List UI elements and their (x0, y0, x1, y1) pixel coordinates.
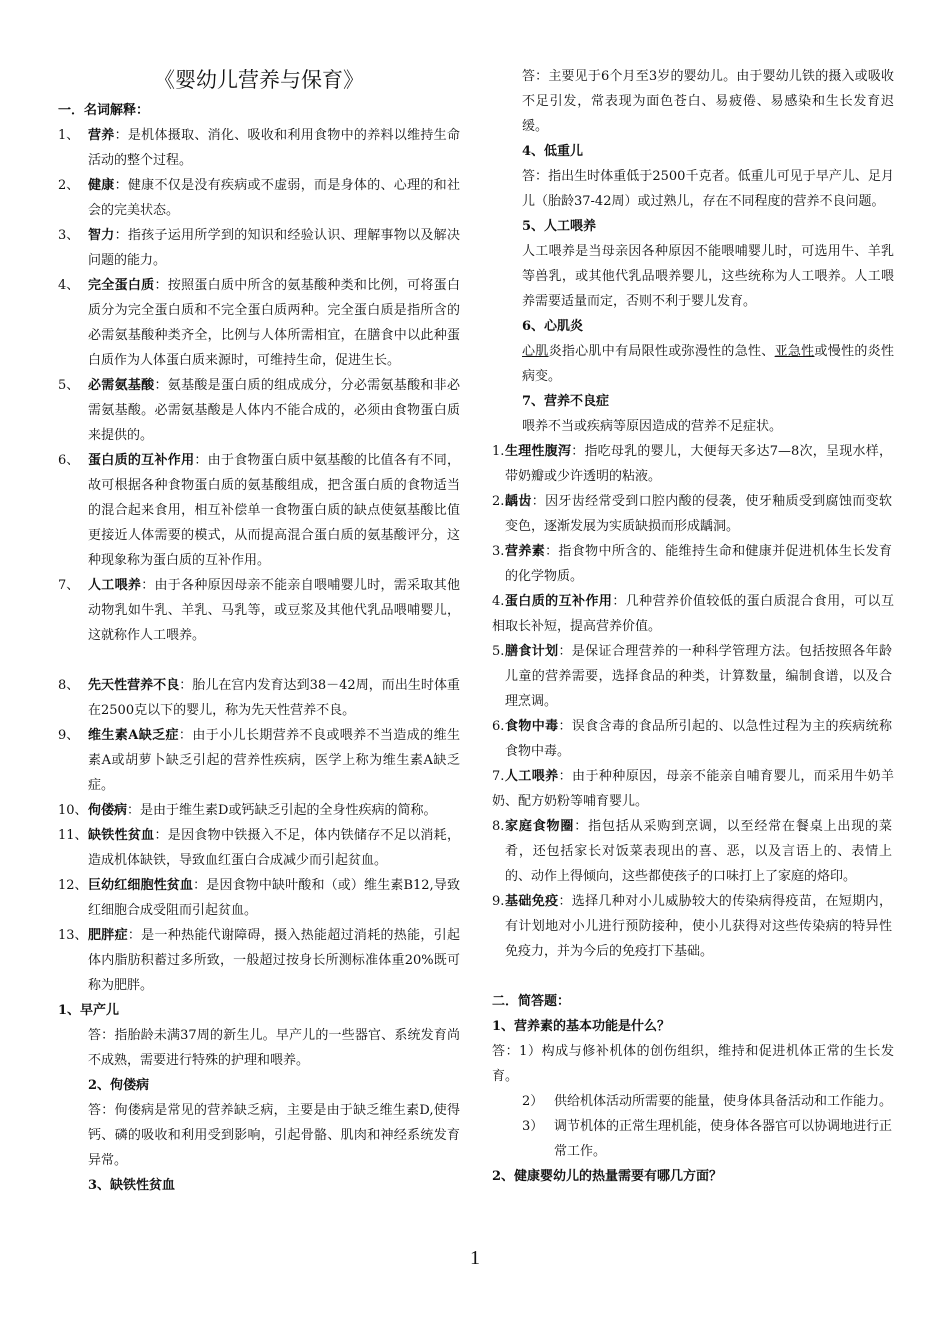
definition-item (58, 273, 460, 373)
question-heading: 2、健康婴幼儿的热量需要有哪几方面？ (492, 1169, 723, 1184)
definition-body (505, 439, 894, 489)
item-number: 5. (492, 644, 505, 659)
definition-term: 生理性腹泻 (505, 444, 572, 459)
definition-item (492, 814, 894, 889)
step-number: 3） (522, 1119, 544, 1134)
definition-text: ：误食含毒的食品所引起的、以急性过程为主的疾病统称食物中毒。 (505, 719, 892, 759)
item-number: 2、 (58, 178, 80, 193)
definition-text: ：指食物中所含的、能维持生命和健康并促进机体生长发育的化学物质。 (505, 544, 892, 584)
definition-item (58, 673, 460, 723)
term-answer: 答：指出生时体重低于2500千克者。低重儿可见于早产儿、足月儿（胎龄37-42周）或过熟儿，存在不同程度的营养不良问题。 (522, 169, 894, 209)
definition-body (88, 173, 460, 223)
definition-text: ：是一种热能代谢障碍，摄入热能超过消耗的热能，引起体内脂肪积蓄过多所致，一般超过按身长所测标准体重20%既可称为肥胖。 (88, 928, 460, 993)
definition-body (88, 123, 460, 173)
item-number: 1、 (58, 128, 80, 143)
item-number: 3、 (58, 228, 80, 243)
definition-body (88, 448, 460, 573)
step-text: 调节机体的正常生理机能，使身体各器官可以协调地进行正常工作。 (554, 1119, 893, 1159)
definition-text: ：因牙齿经常受到口腔内酸的侵袭，使牙釉质受到腐蚀而变软变色，逐渐发展为实质缺损而形成龋洞。 (505, 494, 892, 534)
definition-term: 家庭食物圈 (505, 819, 575, 834)
item-number: 10、 (58, 803, 88, 818)
item-number: 3. (492, 544, 505, 559)
definition-text: ：是因食物中铁摄入不足，体内铁储存不足以消耗，造成机体缺铁，导致血红蛋白合成减少而引起贫血。 (88, 828, 460, 868)
question-heading: 1、营养素的基本功能是什么？ (492, 1019, 671, 1034)
definition-term: 维生素A缺乏症 (88, 728, 179, 743)
definition-item (58, 448, 460, 573)
item-number: 4. (492, 594, 505, 609)
term-answer: 答：主要见于6个月至3岁的婴幼儿。由于婴幼儿铁的摄入或吸收不足引发，常表现为面色苍白、易疲倦、易感染和生长发育迟缓。 (522, 69, 894, 134)
definition-body (505, 639, 894, 714)
definition-body (88, 873, 460, 923)
definition-text: ：指吃母乳的婴儿，大便每天多达7—8次，呈现水样，带奶瓣或少许透明的粘液。 (505, 444, 892, 484)
term-heading: 5、人工喂养 (522, 219, 597, 234)
term-heading: 7、营养不良症 (522, 394, 610, 409)
definition-body (88, 273, 460, 373)
right-column (492, 64, 894, 1189)
item-number: 8、 (58, 678, 80, 693)
definition-item (492, 439, 894, 489)
definition-body (505, 714, 894, 764)
definition-text: ：氨基酸是蛋白质的组成成分，分必需氨基酸和非必需氨基酸。必需氨基酸是人体内不能合成的，必须由食物蛋白质来提供的。 (88, 378, 460, 443)
term-answer: 人工喂养是当母亲因各种原因不能喂哺婴儿时，可选用牛、羊乳等兽乳，或其他代乳品喂养婴儿，这些统称为人工喂养。人工喂养需要适量而定，否则不利于婴儿发育。 (522, 244, 894, 309)
definition-text: ：由于食物蛋白质中氨基酸的比值各有不同，故可根据各种食物蛋白质的氨基酸组成，把含蛋白质的食物适当的混合起来食用，相互补偿单一食物蛋白质的缺点使氨基酸比值更接近人体需要的模式，从而提高混合蛋白质的氨基酸评分，这种现象称为蛋白质的互补作用。 (88, 453, 460, 568)
section-heading-short-answers: 二．简答题： (492, 994, 571, 1009)
definition-body (88, 823, 460, 873)
answer-text: 答：1）构成与修补机体的创伤组织，维持和促进机体正常的生长发育。 (492, 1044, 894, 1084)
definition-text: ：按照蛋白质中所含的氨基酸种类和比例，可将蛋白质分为完全蛋白质和不完全蛋白质两种。完全蛋白质是指所含的必需氨基酸种类齐全，比例与人体所需相宜，在膳食中以此种蛋白质作为人体蛋白质来源时，可维持生命，促进生长。 (88, 278, 460, 368)
term-answer: 喂养不当或疾病等原因造成的营养不足症状。 (522, 419, 783, 434)
definition-text: ：是保证合理营养的一种科学管理方法。包括按照各年龄儿童的营养需要，选择食品的种类，计算数量，编制食谱，以及合理烹调。 (505, 644, 892, 709)
definition-body (505, 814, 894, 889)
definition-text: ：健康不仅是没有疾病或不虚弱，而是身体的、心理的和社会的完美状态。 (88, 178, 460, 218)
page-number: 1 (470, 1247, 480, 1269)
definition-body (505, 489, 894, 539)
document-title: 《婴幼儿营养与保育》 (154, 68, 364, 92)
definition-text: ：是因食物中缺叶酸和（或）维生素B12,导致红细胞合成受阻而引起贫血。 (88, 878, 460, 918)
definition-body (505, 889, 894, 964)
definition-item (58, 723, 460, 798)
underlined-term: 心肌 (522, 344, 549, 359)
definition-item (58, 223, 460, 273)
definition-term: 营养 (88, 128, 115, 143)
definition-item (492, 489, 894, 539)
definition-term: 蛋白质的互补作用 (504, 594, 613, 609)
definition-term: 蛋白质的互补作用 (88, 453, 195, 468)
definition-body (505, 539, 894, 589)
definition-item (492, 714, 894, 764)
definition-text: ：是由于维生素D或钙缺乏引起的全身性疾病的简称。 (127, 803, 437, 818)
item-number: 11、 (58, 828, 88, 843)
definition-text: ：由于种种原因，母亲不能亲自哺育婴儿，而采用牛奶羊奶、配方奶粉等哺育婴儿。 (492, 769, 894, 809)
left-qa-list (58, 998, 460, 1198)
item-number: 5、 (58, 378, 80, 393)
definition-term: 智力 (88, 228, 115, 243)
definition-term: 人工喂养 (88, 578, 142, 593)
definition-text: ：指包括从采购到烹调，以至经常在餐桌上出现的菜肴，还包括家长对饭菜表现出的喜、恶，以及言语上的、表情上的、动作上得倾向，这些都使孩子的口味打上了家庭的烙印。 (505, 819, 892, 884)
definition-text: ：胎儿在宫内发育达到38－42周，而出生时体重在2500克以下的婴儿，称为先天性营养不良。 (88, 678, 460, 718)
definition-item (58, 373, 460, 448)
definition-body (88, 798, 460, 823)
definition-term: 食物中毒 (505, 719, 559, 734)
section-heading-definitions: 一．名词解释： (58, 103, 150, 118)
definition-term: 完全蛋白质 (88, 278, 155, 293)
item-number: 6. (492, 719, 505, 734)
definition-item (492, 639, 894, 714)
definition-text: ：由于各种原因母亲不能亲自喂哺婴儿时，需采取其他动物乳如牛乳、羊乳、马乳等，或豆浆及其他代乳品喂哺婴儿，这就称作人工喂养。 (88, 578, 460, 643)
definition-item (492, 589, 894, 639)
answer-step (522, 1089, 894, 1114)
definition-item (58, 873, 460, 923)
definition-text: ：由于小儿长期营养不良或喂养不当造成的维生素A或胡萝卜缺乏引起的营养性疾病，医学上称为维生素A缺乏症。 (88, 728, 460, 793)
definition-term: 基础免疫 (505, 894, 559, 909)
right-definitions-list (492, 439, 894, 964)
item-number: 1. (492, 444, 505, 459)
item-number: 9、 (58, 728, 80, 743)
definition-term: 必需氨基酸 (88, 378, 155, 393)
definition-text: ：选择几种对小儿威胁较大的传染病得疫苗，在短期内，有计划地对小儿进行预防接种，使小儿获得对这些传染病的特异性免疫力，并为今后的免疫打下基础。 (505, 894, 892, 959)
term-answer: 心肌炎指心肌中有局限性或弥漫性的急性、亚急性或慢性的炎性病变。 (522, 344, 894, 384)
definition-text: ：几种营养价值较低的蛋白质混合食用，可以互相取长补短，提高营养价值。 (492, 594, 894, 634)
term-heading: 3、缺铁性贫血 (88, 1178, 176, 1193)
item-number: 13、 (58, 928, 88, 943)
definition-term: 龋齿 (505, 494, 532, 509)
item-number: 7、 (58, 578, 80, 593)
definition-body (88, 573, 460, 648)
underlined-term: 亚急性 (774, 344, 815, 359)
step-number: 2） (522, 1094, 544, 1109)
definition-term: 健康 (88, 178, 115, 193)
definition-body (88, 673, 460, 723)
answer-steps (492, 1089, 894, 1164)
definition-item (58, 823, 460, 873)
definition-item (492, 539, 894, 589)
term-heading: 2、佝偻病 (88, 1078, 150, 1093)
definition-item (58, 173, 460, 223)
definition-item (58, 573, 460, 648)
item-number: 2. (492, 494, 505, 509)
definition-term: 肥胖症 (88, 928, 128, 943)
definition-term: 巨幼红细胞性贫血 (88, 878, 194, 893)
definitions-list (58, 123, 460, 998)
definition-term: 缺铁性贫血 (88, 828, 155, 843)
definition-term: 膳食计划 (505, 644, 559, 659)
definition-item (58, 798, 460, 823)
definition-body (88, 223, 460, 273)
item-number: 7. (492, 769, 505, 784)
term-answer: 答：佝偻病是常见的营养缺乏病，主要是由于缺乏维生素D,使得钙、磷的吸收和利用受到影响，引起骨骼、肌肉和神经系统发育异常。 (88, 1103, 460, 1168)
definition-item (58, 123, 460, 173)
definition-text: ：是机体摄取、消化、吸收和利用食物中的养料以维持生命活动的整个过程。 (88, 128, 460, 168)
term-heading: 4、低重儿 (522, 144, 584, 159)
definition-text: ：指孩子运用所学到的知识和经验认识、理解事物以及解决问题的能力。 (88, 228, 460, 268)
item-number: 9. (492, 894, 505, 909)
item-number: 8. (492, 819, 505, 834)
definition-term: 营养素 (505, 544, 546, 559)
answer-step (522, 1114, 894, 1164)
definition-term: 先天性营养不良 (88, 678, 180, 693)
term-heading: 6、心肌炎 (522, 319, 584, 334)
term-heading: 1、早产儿 (58, 1003, 120, 1018)
item-number: 6、 (58, 453, 80, 468)
definition-item (492, 764, 894, 814)
definition-body (88, 723, 460, 798)
left-column (58, 64, 460, 1198)
step-text: 供给机体活动所需要的能量，使身体具备活动和工作能力。 (554, 1094, 893, 1109)
definition-body (88, 373, 460, 448)
term-answer: 答：指胎龄未满37周的新生儿。早产儿的一些器官、系统发育尚不成熟，需要进行特殊的护理和喂养。 (88, 1028, 460, 1068)
definition-term: 佝偻病 (88, 803, 128, 818)
definition-item (492, 889, 894, 964)
definition-body (88, 923, 460, 998)
definition-item (58, 923, 460, 998)
item-number: 4、 (58, 278, 80, 293)
item-number: 12、 (58, 878, 88, 893)
definition-term: 人工喂养 (504, 769, 559, 784)
right-qa-list (492, 64, 894, 314)
